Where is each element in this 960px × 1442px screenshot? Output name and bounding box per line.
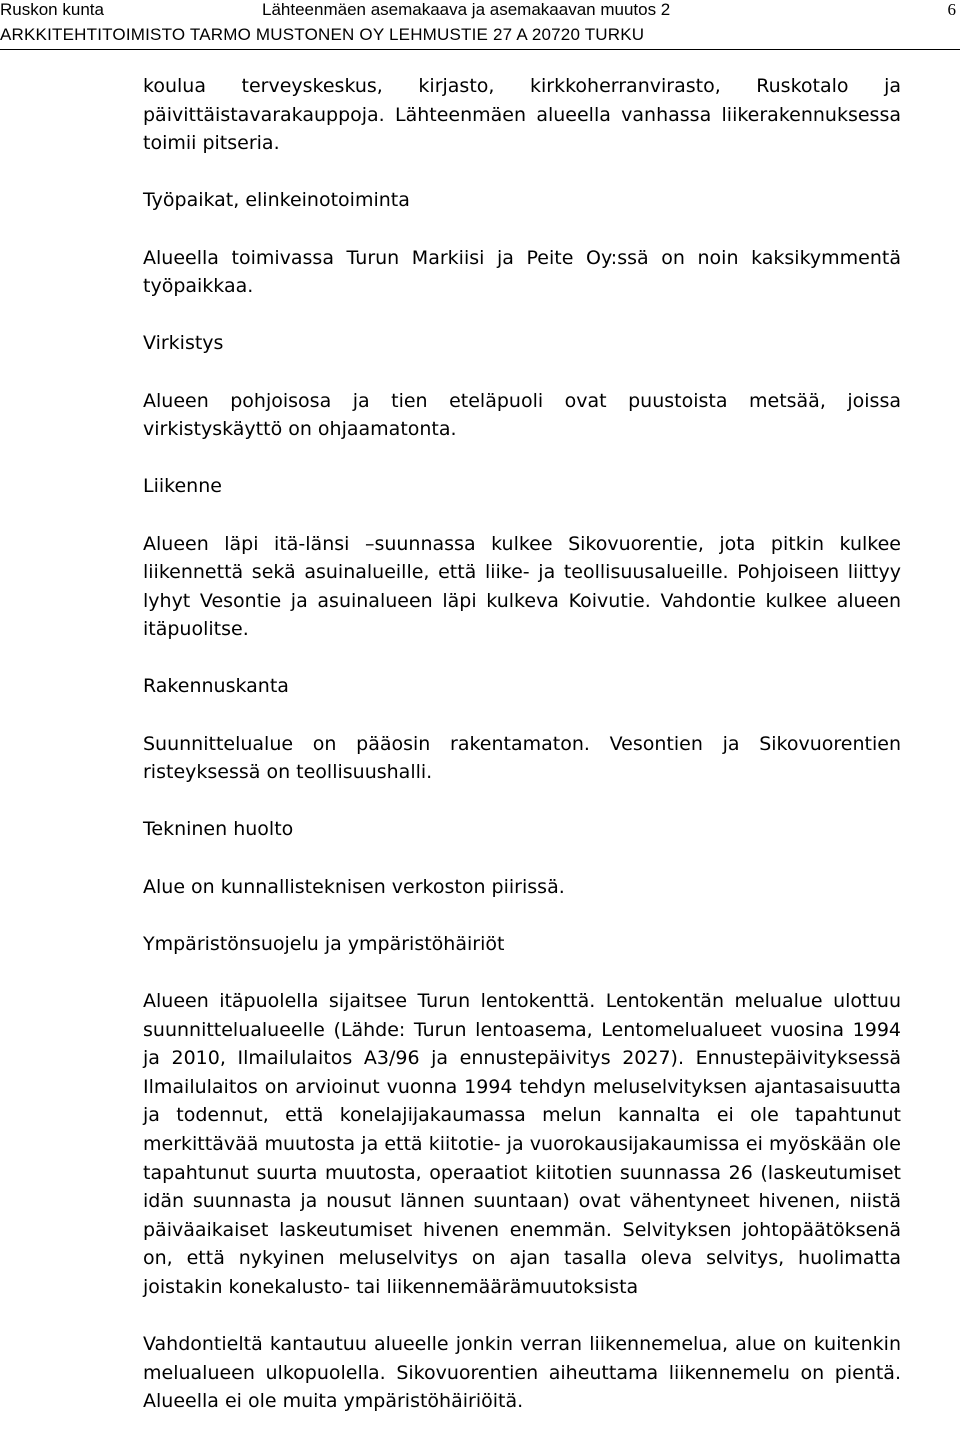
spacer [143,644,901,673]
spacer [143,444,901,473]
section-paragraph-ymparisto-1: Alueen itäpuolella sijaitsee Turun lentokenttä. Lentokentän melualue ulottuu suunnittelualueelle (Lähde: Turun lentoasema, Lentomelualueet vuosina 1994 ja 2010, Ilmailulaitos A3/96 ja ennustepäivitys 2027). Ennustepäivityksessä Ilmailulaitos on arvioinut vuonna 1994 tehdyn meluselvityksen ajantasaisuutta ja todennut, että konelajijakaumassa melun kannalta ei ole tapahtunut merkittävää muutosta ja että kiitotie- ja vuorokausijakaumissa ei myöskään ole tapahtunut suurta muutosta, operaatiot kiitotien suunnassa 26 (laskeutumiset idän suunnasta ja nousut lännen suuntaan) ovat vähentyneet hivenen, niistä päiväaikaiset laskeutumiset hivenen enemmän. Selvityksen johtopäätöksenä on, että nykyinen meluselvitys on ajan tasalla oleva selvitys, huolimatta joistakin konekalusto- tai liikennemäärämuutoksista [143,990,901,1298]
spacer [143,301,901,330]
section-heading-virkistys: Virkistys [143,332,224,355]
spacer [143,958,901,987]
section-paragraph-tyopaikat: Alueella toimivassa Turun Markiisi ja Peite Oy:ssä on noin kaksikymmentä työpaikkaa. [143,246,901,298]
section-paragraph-tekninen-huolto: Alue on kunnallisteknisen verkoston piirissä. [143,875,565,898]
intro-paragraph: koulua terveyskeskus, kirjasto, kirkkoherranvirasto, Ruskotalo ja päivittäistavarakauppoja. Lähteenmäen alueella vanhassa liikerakennuksessa toimii pitseria. [143,75,901,155]
section-heading-ymparistonsuojelu: Ympäristönsuojelu ja ympäristöhäiriöt [143,932,505,955]
section-heading-rakennuskanta: Rakennuskanta [143,675,289,698]
office-line: ARKKITEHTITOIMISTO TARMO MUSTONEN OY LEHMUSTIE 27 A 20720 TURKU [0,25,645,44]
spacer [143,215,901,244]
section-paragraph-liikenne: Alueen läpi itä-länsi –suunnassa kulkee Sikovuorentie, jota pitkin kulkee liikennettä sekä asuinalueille, että liike- ja teollisuusalueille. Pohjoiseen liittyy lyhyt Vesontie ja asuinalueen läpi kulkeva Koivutie. Vahdontie kulkee alueen itäpuolitse. [143,532,901,641]
section-paragraph-rakennuskanta: Suunnittelualue on pääosin rakentamaton. Vesontien ja Sikovuorentien risteyksessä on teollisuushalli. [143,732,901,784]
section-heading-tekninen-huolto: Tekninen huolto [143,818,294,841]
spacer [143,701,901,730]
spacer [143,787,901,816]
spacer [143,844,901,873]
page-header [0,0,960,50]
section-paragraph-ymparisto-2: Vahdontieltä kantautuu alueelle jonkin verran liikennemelua, alue on kuitenkin melualueen ulkopuolella. Sikovuorentien aiheuttama liikennemelu on pientä. Alueella ei ole muita ympäristöhäiriöitä. [143,1333,901,1413]
section-heading-tyopaikat: Työpaikat, elinkeinotoiminta [143,189,410,212]
document-title: Lähteenmäen asemakaava ja asemakaavan muutos 2 [262,0,671,19]
document-body [143,72,901,1416]
spacer [143,501,901,530]
spacer [143,158,901,187]
organization-name: Ruskon kunta [0,0,104,19]
spacer [143,901,901,930]
section-paragraph-virkistys: Alueen pohjoisosa ja tien eteläpuoli ovat puustoista metsää, joissa virkistyskäyttö on ohjaamatonta. [143,389,901,441]
header-divider [0,49,960,50]
spacer [143,358,901,387]
page-number: 6 [947,0,956,19]
spacer [143,1302,901,1331]
section-heading-liikenne: Liikenne [143,475,222,498]
